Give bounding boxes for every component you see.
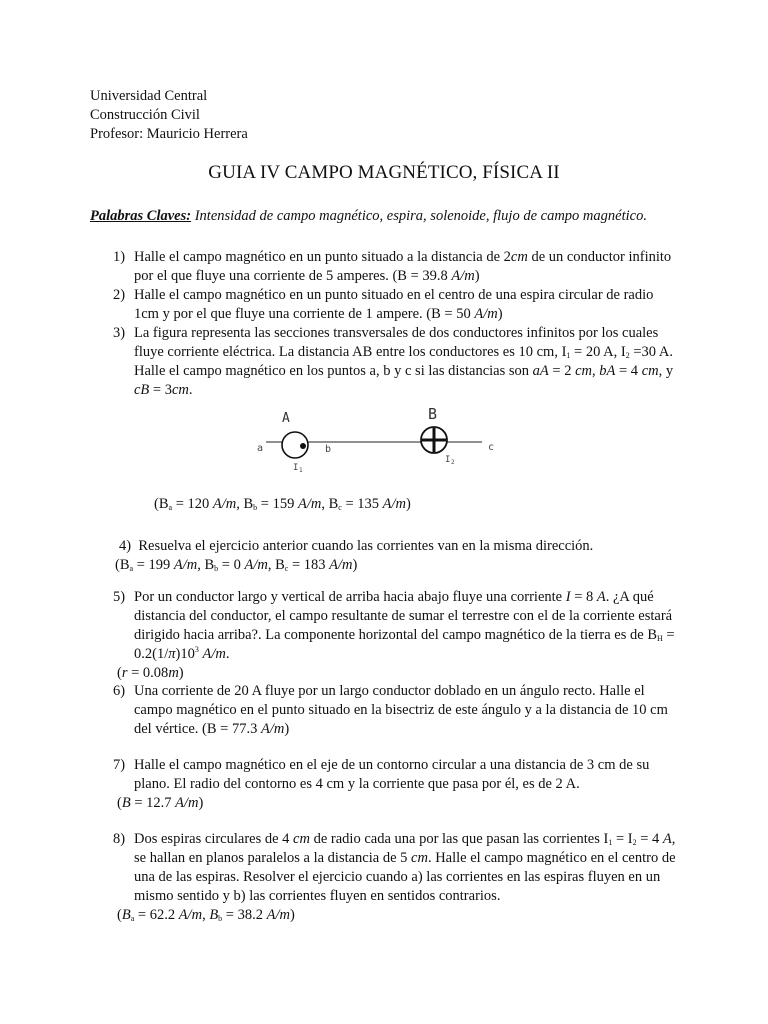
problem-line: Una corriente de 20 A fluye por un largo conductor doblado en un ángulo recto. Halle el	[134, 683, 645, 699]
problem-line: mismo sentido y b) las corrientes fluyen en sentidos contrarios.	[134, 888, 501, 904]
problem-line: $0.2(1/\pi)10^3$ A/m.	[134, 645, 230, 662]
university-name: Universidad Central	[90, 88, 208, 104]
problem-line: por el que fluye una corriente de 5 amperes. (B = 39.8 A/m)	[134, 268, 480, 284]
problem-7	[113, 756, 649, 813]
keywords-text: Intensidad de campo magnético, espira, solenoide, flujo de campo magnético.	[194, 208, 647, 224]
label-I1: I	[293, 463, 299, 473]
label-B: B	[428, 405, 438, 423]
problem-line: dirigido hacia arriba?. La componente horizontal del campo magnético de la tierra es de $B_H$ =	[134, 627, 675, 643]
problem-line: La figura representa las secciones transversales de dos conductores infinitos por los cuales	[134, 325, 659, 341]
problem-number: 4)	[119, 538, 132, 554]
problem-1	[113, 248, 671, 286]
problem-line: una de las espiras. Resolver el ejercicio cuando a) las corrientes en las espiras fluyen en un	[134, 869, 661, 885]
program-name: Construcción Civil	[90, 107, 200, 123]
problem-line: Dos espiras circulares de 4 cm de radio cada una por las que pasan las corrientes $I_1 = I_2 = 4$ A,	[134, 831, 676, 847]
problem-2	[113, 286, 653, 324]
problem-5	[113, 588, 675, 683]
problem-line: 1cm y por el que fluye una corriente de 1 ampere. (B = 50 A/m)	[134, 306, 503, 322]
label-A: A	[282, 411, 290, 426]
problem-4	[115, 537, 594, 575]
problem-6	[113, 682, 668, 739]
header	[90, 87, 248, 144]
problem-line: fluye corriente eléctrica. La distancia AB entre los conductores es 10 cm, $I_1 = 20$ A, $I_2 =30$ A.	[134, 344, 673, 360]
label-I2: I	[445, 455, 451, 465]
professor-name: Profesor: Mauricio Herrera	[90, 126, 248, 142]
problem-line: Por un conductor largo y vertical de arriba hacia abajo fluye una corriente I = 8 A. ¿A qué	[134, 589, 654, 605]
label-I1-sub: 1	[299, 467, 303, 474]
conductors-figure	[250, 400, 510, 475]
problem-line: Halle el campo magnético en los puntos a, b y c si las distancias son aA = 2 cm, bA = 4 cm, y	[134, 363, 674, 379]
label-b: b	[325, 444, 332, 455]
answer-3: ($B_a = 120$ A/m, $B_b = 159$ A/m, $B_c = 135$ A/m)	[154, 496, 411, 512]
problem-3	[113, 324, 673, 400]
problem-number: 3)	[113, 325, 126, 341]
label-c: c	[488, 442, 495, 453]
problem-number: 5)	[113, 589, 126, 605]
problem-line: Halle el campo magnético en un punto situado a la distancia de 2cm de un conductor infinito	[134, 249, 672, 265]
problem-line: del vértice. (B = 77.3 A/m)	[134, 721, 290, 737]
page-title: GUIA IV CAMPO MAGNÉTICO, FÍSICA II	[208, 162, 560, 183]
problem-line: distancia del conductor, el campo resultante de sumar el terrestre con el de la corriente estará	[134, 608, 673, 624]
answer-4: ($B_a = 199$ A/m, $B_b = 0$ A/m, $B_c = 183$ A/m)	[115, 557, 358, 573]
answer-7: (B = 12.7 A/m)	[117, 795, 204, 811]
label-a: a	[257, 443, 264, 454]
problem-number: 2)	[113, 287, 126, 303]
problem-number: 1)	[113, 249, 126, 265]
problem-line: Halle el campo magnético en el eje de un contorno circular a una distancia de 3 cm de su	[134, 757, 650, 773]
problem-number: 6)	[113, 683, 126, 699]
problem-8	[113, 830, 676, 925]
keywords-label: Palabras Claves:	[90, 208, 192, 224]
problem-line: cB = 3cm.	[134, 382, 193, 398]
problem-line: 4) Resuelva el ejercicio anterior cuando las corrientes van en la misma dirección.	[119, 538, 594, 554]
answer-5: (r = 0.08m)	[117, 665, 184, 681]
problem-line: Halle el campo magnético en un punto situado en el centro de una espira circular de radio	[134, 287, 654, 303]
problem-line: se hallan en planos paralelos a la distancia de 5 cm. Halle el campo magnético en el centro de	[134, 850, 676, 866]
keywords	[90, 208, 647, 225]
problem-number: 8)	[113, 831, 126, 847]
problem-number: 7)	[113, 757, 126, 773]
current-dot	[300, 443, 306, 449]
problem-line: campo magnético en el punto situado en la bisectriz de este ángulo y a la distancia de 10 cm	[134, 702, 668, 718]
label-I2-sub: 2	[451, 459, 455, 466]
problem-line: plano. El radio del contorno es 4 cm y la corriente que pasa por él, es de 2 A.	[134, 776, 580, 792]
answer-8: ($B_a = 62.2$ A/m, $B_b = 38.2$ A/m)	[117, 907, 295, 923]
